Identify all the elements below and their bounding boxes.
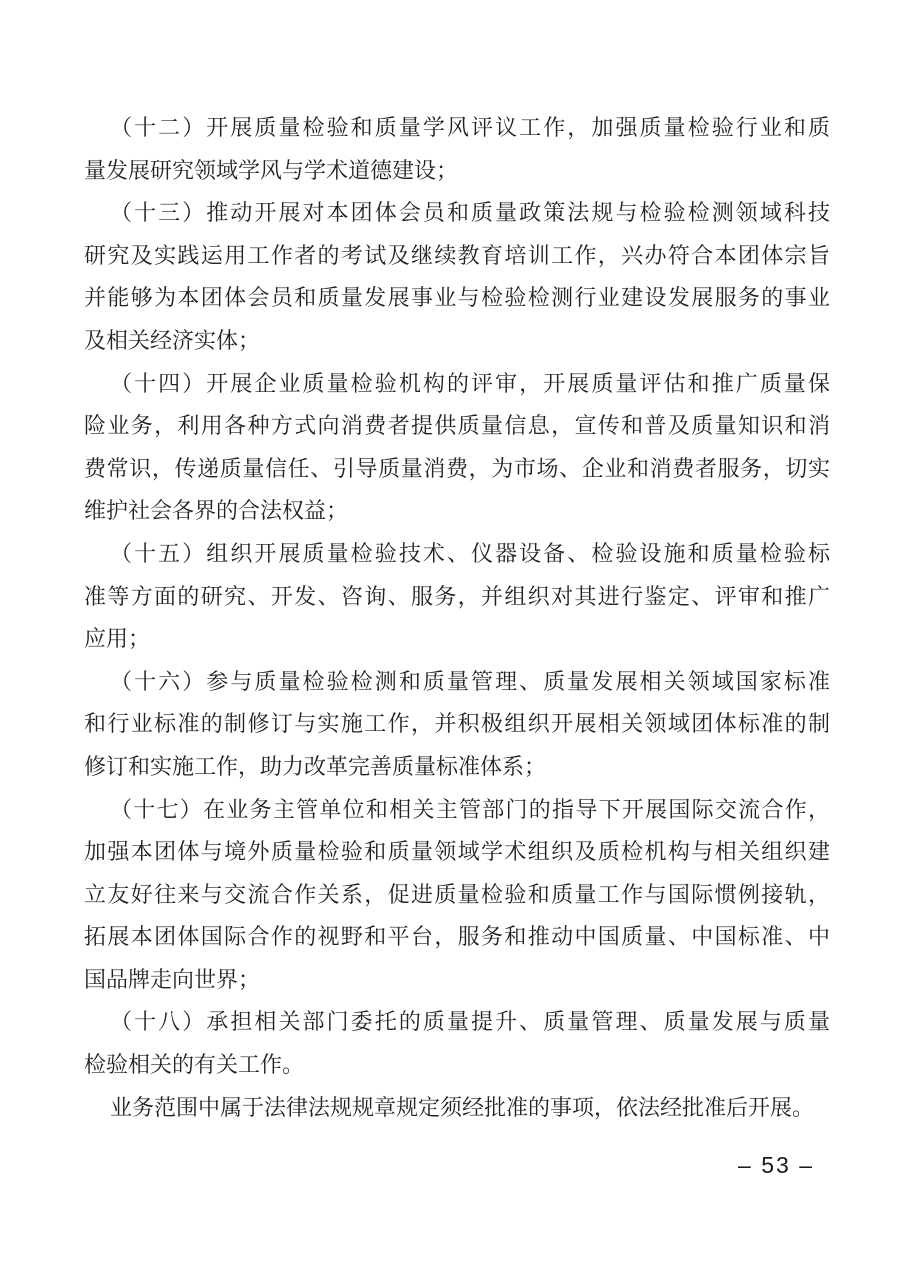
paragraph-2-line-4: 及相关经济实体； (84, 327, 261, 353)
paragraph-7-line-2: 检验相关的有关工作。 (84, 1052, 305, 1078)
paragraph-2-line-3: 并能够为本团体会员和质量发展事业与检验检测行业建设发展服务的事业 (84, 285, 830, 311)
paragraph-8-line-1: 业务范围中属于法律法规规章规定须经批准的事项，依法经批准后开展。 (110, 1094, 815, 1120)
paragraph-6-line-5: 国品牌走向世界； (84, 966, 261, 992)
paragraph-4-line-2: 准等方面的研究、开发、咨询、服务，并组织对其进行鉴定、评审和推广 (84, 583, 830, 609)
paragraph-7-line-1: （十八）承担相关部门委托的质量提升、质量管理、质量发展与质量 (110, 1009, 830, 1035)
paragraph-1-line-1: （十二）开展质量检验和质量学风评议工作，加强质量检验行业和质 (110, 115, 830, 140)
paragraph-6-line-3: 立友好往来与交流合作关系，促进质量检验和质量工作与国际惯例接轨， (84, 881, 830, 907)
document-body (84, 107, 830, 1129)
paragraph-1-line-2: 量发展研究领域学风与学术道德建设； (84, 157, 459, 183)
paragraph-3-line-4: 维护社会各界的合法权益； (84, 498, 349, 524)
page-number: – 53 – (738, 1152, 814, 1178)
page-footer (738, 1151, 814, 1179)
paragraph-4-line-1: （十五）组织开展质量检验技术、仪器设备、检验设施和质量检验标 (110, 540, 830, 566)
paragraph-3-line-3: 费常识，传递质量信任、引导质量消费，为市场、企业和消费者服务，切实 (84, 455, 830, 481)
paragraph-4-line-3: 应用； (84, 626, 151, 652)
paragraph-3-line-1: （十四）开展企业质量检验机构的评审，开展质量评估和推广质量保 (110, 370, 830, 396)
paragraph-5-line-2: 和行业标准的制修订与实施工作，并积极组织开展相关领域团体标准的制 (84, 711, 830, 737)
paragraph-6-line-4: 拓展本团体国际合作的视野和平台，服务和推动中国质量、中国标准、中 (84, 924, 830, 950)
paragraph-5-line-3: 修订和实施工作，助力改革完善质量标准体系； (84, 753, 547, 779)
paragraph-3-line-2: 险业务，利用各种方式向消费者提供质量信息，宣传和普及质量知识和消 (84, 413, 830, 439)
paragraph-6-line-2: 加强本团体与境外质量检验和质量领域学术组织及质检机构与相关组织建 (84, 839, 830, 865)
paragraph-2-line-2: 研究及实践运用工作者的考试及继续教育培训工作，兴办符合本团体宗旨 (84, 242, 830, 268)
paragraph-5-line-1: （十六）参与质量检验检测和质量管理、质量发展相关领域国家标准 (110, 668, 830, 694)
paragraph-6-line-1: （十七）在业务主管单位和相关主管部门的指导下开展国际交流合作， (110, 796, 830, 822)
paragraph-2-line-1: （十三）推动开展对本团体会员和质量政策法规与检验检测领域科技 (110, 200, 830, 226)
